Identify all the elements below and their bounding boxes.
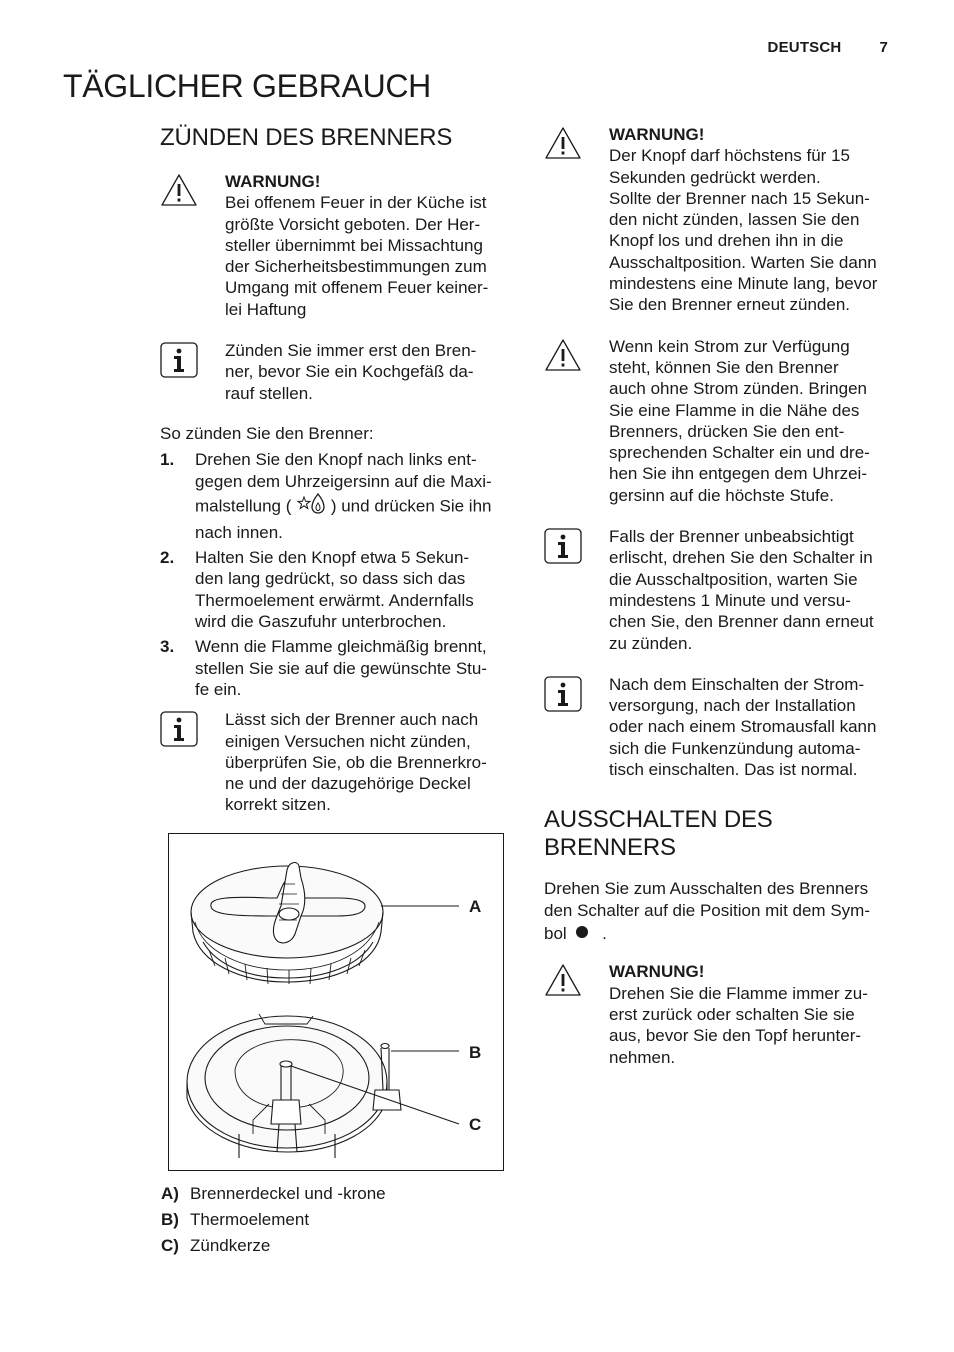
info-line: ner, bevor Sie ein Kochgefäß da-: [225, 362, 474, 382]
legend-item: [161, 1181, 386, 1207]
warning-line: der Sicherheitsbestimmungen zum: [225, 257, 487, 277]
info-line: erlischt, drehen Sie den Schalter in: [609, 548, 873, 568]
warning-line: Der Knopf darf höchstens für 15: [609, 146, 850, 166]
info-line: oder nach einem Stromausfall kann: [609, 717, 877, 737]
section-heading-ignite: ZÜNDEN DES BRENNERS: [160, 124, 453, 151]
warning-notice: [544, 124, 898, 316]
info-icon: [160, 709, 225, 752]
info-line: einigen Versuchen nicht zünden,: [225, 731, 471, 751]
warning-line: Sollte der Brenner nach 15 Sekun-: [609, 188, 870, 208]
info-line: versorgung, nach der Installation: [609, 696, 856, 716]
warning-line: Knopf los und drehen ihn in die: [609, 231, 844, 251]
info-notice: [544, 526, 898, 654]
warning-label: WARNUNG!: [609, 125, 705, 144]
warning-icon: [544, 124, 609, 165]
page-title: TÄGLICHER GEBRAUCH: [63, 68, 431, 104]
step-line: den lang gedrückt, so dass sich das: [195, 569, 466, 589]
warning-line: Sie den Brenner erneut zünden.: [609, 295, 851, 315]
page-header: [768, 39, 888, 56]
list-item: [160, 636, 512, 700]
off-instructions: [544, 878, 898, 947]
legend-text: Thermoelement: [190, 1210, 310, 1229]
legend-text: Brennerdeckel und -krone: [190, 1184, 386, 1203]
info-line: zu zünden.: [609, 633, 693, 653]
warning-notice: [160, 171, 512, 320]
info-notice: [160, 709, 512, 815]
section-heading-off: [544, 806, 898, 862]
burner-diagram: [168, 833, 504, 1171]
warning-line: größte Vorsicht geboten. Der Her-: [225, 214, 481, 234]
info-line: Lässt sich der Brenner auch nach: [225, 710, 479, 730]
step-line: gegen dem Uhrzeigersinn auf die Maxi-: [195, 471, 492, 491]
warning-label: WARNUNG!: [225, 172, 321, 191]
list-item: [160, 449, 512, 543]
warning-line: Ausschaltposition. Warten Sie dann: [609, 252, 877, 272]
step-line: wird die Gaszufuhr unterbrochen.: [195, 612, 447, 632]
info-line: Nach dem Einschalten der Strom-: [609, 674, 865, 694]
right-column: [544, 124, 898, 1068]
step-number: 1.: [160, 450, 175, 470]
legend-item: [161, 1207, 386, 1233]
info-notice: [544, 674, 898, 780]
info-line: korrekt sitzen.: [225, 795, 331, 815]
warning-line: Bei offenem Feuer in der Küche ist: [225, 193, 487, 213]
warning-line: lei Haftung: [225, 299, 307, 319]
legend-key: C): [161, 1236, 179, 1255]
warning-label: WARNUNG!: [609, 962, 705, 982]
info-line: mindestens 1 Minute und versu-: [609, 590, 851, 610]
step-line: malstellung (: [195, 496, 292, 516]
legend-key: A): [161, 1184, 179, 1203]
info-line: überprüfen Sie, ob die Brennerkro-: [225, 752, 487, 772]
label-a: A: [469, 897, 482, 916]
legend-key: B): [161, 1210, 179, 1229]
step-line: Thermoelement erwärmt. Andernfalls: [195, 590, 474, 610]
step-line: nach innen.: [195, 522, 283, 542]
warning-line: Sekunden gedrückt werden.: [609, 167, 821, 187]
info-line: sich die Funkenzündung automa-: [609, 738, 861, 758]
warning-notice: [544, 336, 898, 506]
text-line: bol: [544, 923, 567, 943]
label-c: C: [469, 1115, 482, 1134]
warning-line: gersinn auf die höchste Stufe.: [609, 485, 834, 505]
language-label: DEUTSCH: [767, 39, 842, 56]
warning-line: steht, können Sie den Brenner: [609, 357, 839, 377]
figure-legend: [161, 1181, 386, 1259]
info-icon: [160, 340, 225, 383]
page-number: 7: [879, 39, 888, 56]
step-line: ) und drücken Sie ihn: [330, 496, 492, 516]
warning-line: steller übernimmt bei Missachtung: [225, 235, 483, 255]
off-dot-icon: [575, 921, 589, 947]
info-line: ne und der dazugehörige Deckel: [225, 774, 471, 794]
warning-icon: [160, 171, 225, 212]
max-flame-icon: [296, 492, 326, 522]
step-number: 2.: [160, 548, 175, 568]
info-line: Falls der Brenner unbeabsichtigt: [609, 527, 854, 547]
step-line: fe ein.: [195, 679, 242, 699]
info-notice: [160, 340, 512, 404]
step-number: 3.: [160, 637, 175, 657]
text-line: den Schalter auf die Position mit dem Sym-: [544, 900, 870, 920]
step-line: Drehen Sie den Knopf nach links ent-: [195, 450, 477, 470]
legend-text: Zündkerze: [190, 1236, 271, 1255]
list-item: [160, 547, 512, 632]
legend-item: [161, 1233, 386, 1259]
steps-intro: So zünden Sie den Brenner:: [160, 423, 374, 443]
info-icon: [544, 674, 609, 717]
heading-line: AUSSCHALTEN DES: [544, 806, 773, 834]
text-line: Drehen Sie zum Ausschalten des Brenners: [544, 879, 869, 899]
warning-line: sprechenden Schalter ein und dre-: [609, 443, 870, 463]
info-line: Zünden Sie immer erst den Bren-: [225, 341, 477, 361]
warning-line: auch ohne Strom zünden. Bringen: [609, 379, 868, 399]
burner-cap-drawing: [187, 863, 401, 1158]
warning-line: hen Sie ihn entgegen dem Uhrzei-: [609, 464, 867, 484]
step-line: stellen Sie sie auf die gewünschte Stu-: [195, 658, 488, 678]
warning-icon: [544, 336, 609, 377]
step-line: Halten Sie den Knopf etwa 5 Sekun-: [195, 548, 470, 568]
left-column: [160, 124, 512, 816]
warning-line: Wenn kein Strom zur Verfügung: [609, 336, 850, 356]
warning-line: Brenners, drücken Sie den ent-: [609, 421, 845, 441]
info-line: chen Sie, den Brenner dann erneut: [609, 612, 874, 632]
warning-line: Umgang mit offenem Feuer keiner-: [225, 278, 489, 298]
warning-line: den nicht zünden, lassen Sie den: [609, 210, 860, 230]
step-line: Wenn die Flamme gleichmäßig brennt,: [195, 637, 487, 657]
steps-list: [160, 449, 512, 700]
warning-notice: [544, 961, 898, 1067]
info-icon: [544, 526, 609, 569]
warning-line: nehmen.: [609, 1047, 676, 1067]
heading-line: BRENNERS: [544, 834, 676, 862]
warning-line: Drehen Sie die Flamme immer zu-: [609, 983, 868, 1003]
info-line: tisch einschalten. Das ist normal.: [609, 760, 858, 780]
text-line: .: [602, 923, 607, 943]
warning-icon: [544, 961, 609, 1002]
info-line: die Ausschaltposition, warten Sie: [609, 569, 858, 589]
info-line: rauf stellen.: [225, 383, 313, 403]
label-b: B: [469, 1043, 482, 1062]
warning-line: aus, bevor Sie den Topf herunter-: [609, 1026, 862, 1046]
warning-line: mindestens eine Minute lang, bevor: [609, 274, 878, 294]
warning-line: Sie eine Flamme in die Nähe des: [609, 400, 860, 420]
warning-line: erst zurück oder schalten Sie sie: [609, 1005, 855, 1025]
